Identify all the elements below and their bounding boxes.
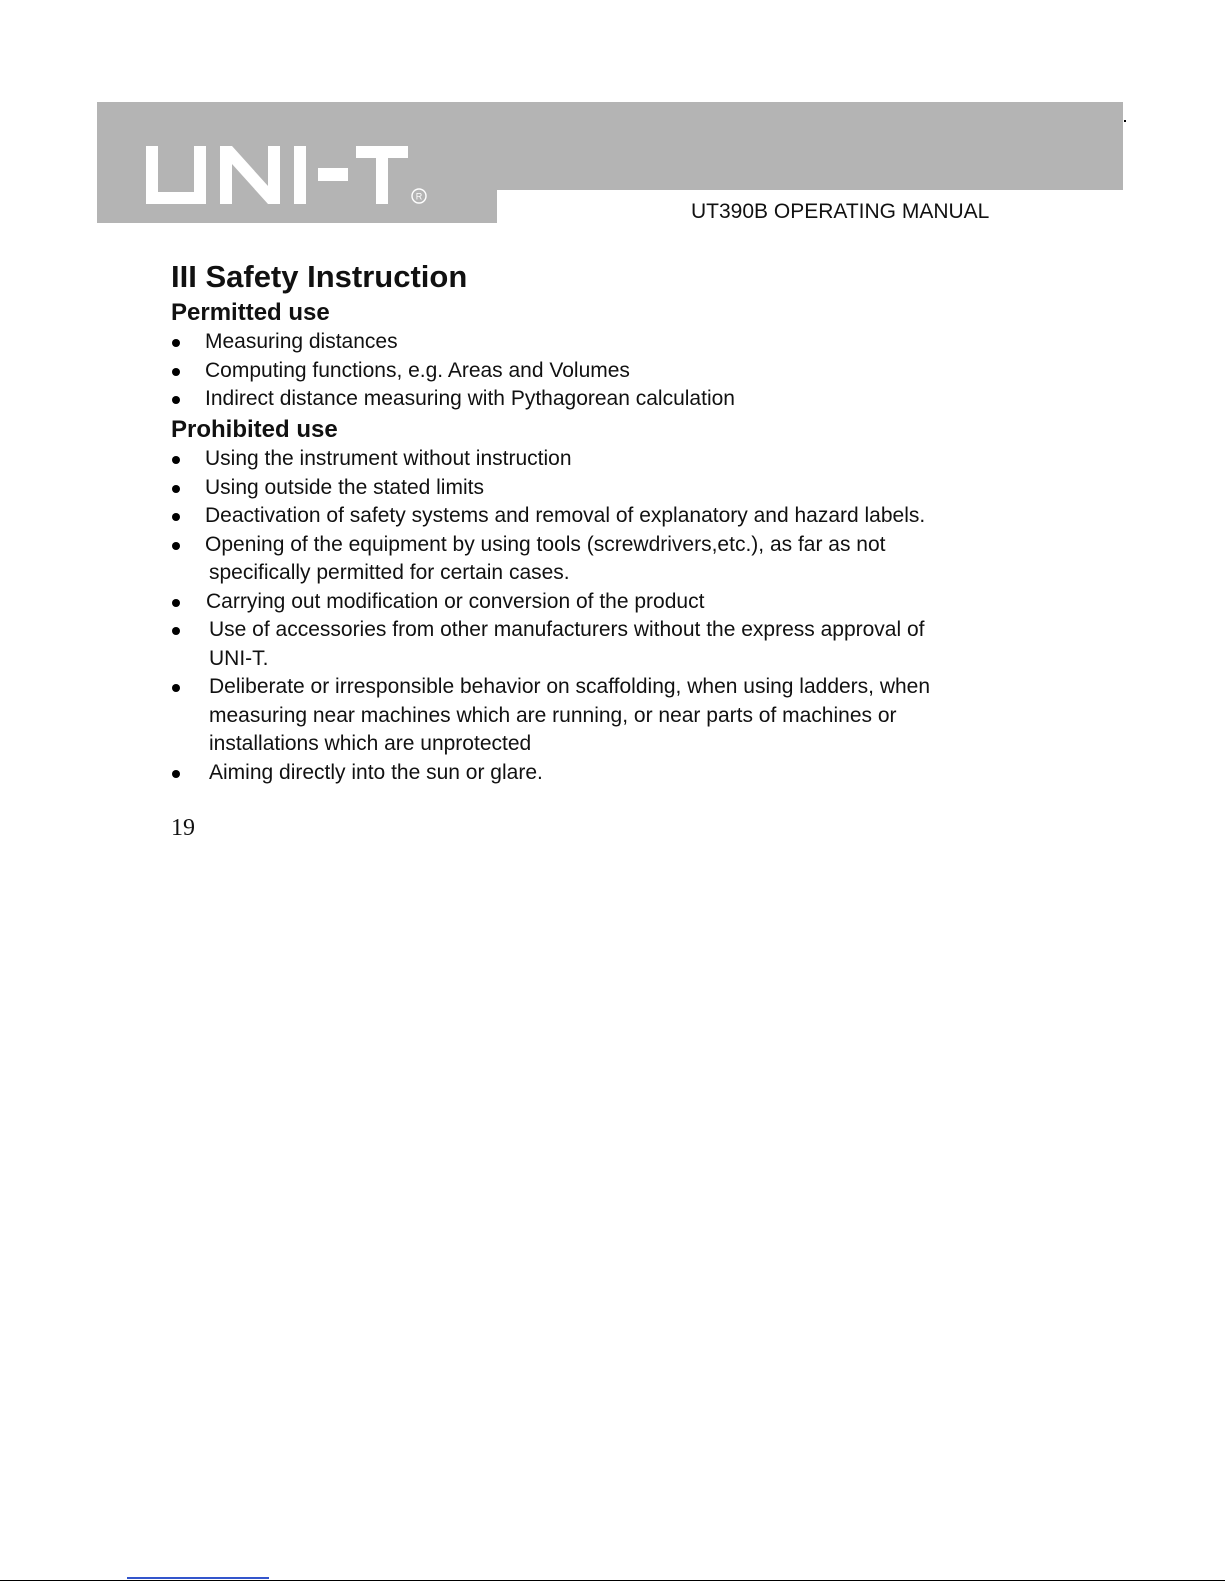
bullet-icon — [172, 684, 180, 692]
manual-title: UT390B OPERATING MANUAL — [691, 200, 990, 223]
svg-text:R: R — [415, 191, 423, 202]
list-item: Aiming directly into the sun or glare. — [168, 759, 930, 788]
bullet-icon — [172, 770, 180, 778]
list-item: Computing functions, e.g. Areas and Volumes — [168, 357, 735, 386]
bullet-icon — [172, 339, 180, 347]
list-item: Indirect distance measuring with Pythagorean calculation — [168, 385, 735, 414]
footer-rule — [0, 1580, 1225, 1581]
prohibited-use-heading: Prohibited use — [171, 416, 338, 443]
bullet-icon — [172, 513, 180, 521]
list-item: Carrying out modification or conversion of the product — [168, 588, 930, 617]
uni-t-logo — [146, 146, 436, 204]
header-dot — [1124, 120, 1126, 122]
header-band-right — [497, 102, 1123, 190]
bullet-icon — [172, 485, 180, 493]
list-item: Opening of the equipment by using tools (screwdrivers,etc.), as far as not specifically permitted for certain cases. — [168, 531, 930, 588]
permitted-use-list — [168, 328, 735, 414]
list-item: Use of accessories from other manufacturers without the express approval of UNI-T. — [168, 616, 930, 673]
footer-link-underline — [127, 1577, 269, 1579]
bullet-icon — [172, 542, 180, 550]
prohibited-use-list — [168, 445, 930, 787]
bullet-icon — [172, 456, 180, 464]
section-title: III Safety Instruction — [171, 259, 468, 294]
list-item: Measuring distances — [168, 328, 735, 357]
bullet-icon — [172, 599, 180, 607]
bullet-icon — [172, 627, 180, 635]
bullet-icon — [172, 368, 180, 376]
list-item: Using outside the stated limits — [168, 474, 930, 503]
page-number: 19 — [171, 815, 195, 841]
bullet-icon — [172, 396, 180, 404]
list-item: Deliberate or irresponsible behavior on scaffolding, when using ladders, when measuring near machines which are running, or near parts of machines or installations which are unprotected — [168, 673, 930, 759]
list-item: Deactivation of safety systems and removal of explanatory and hazard labels. — [168, 502, 930, 531]
permitted-use-heading: Permitted use — [171, 299, 330, 326]
list-item: Using the instrument without instruction — [168, 445, 930, 474]
